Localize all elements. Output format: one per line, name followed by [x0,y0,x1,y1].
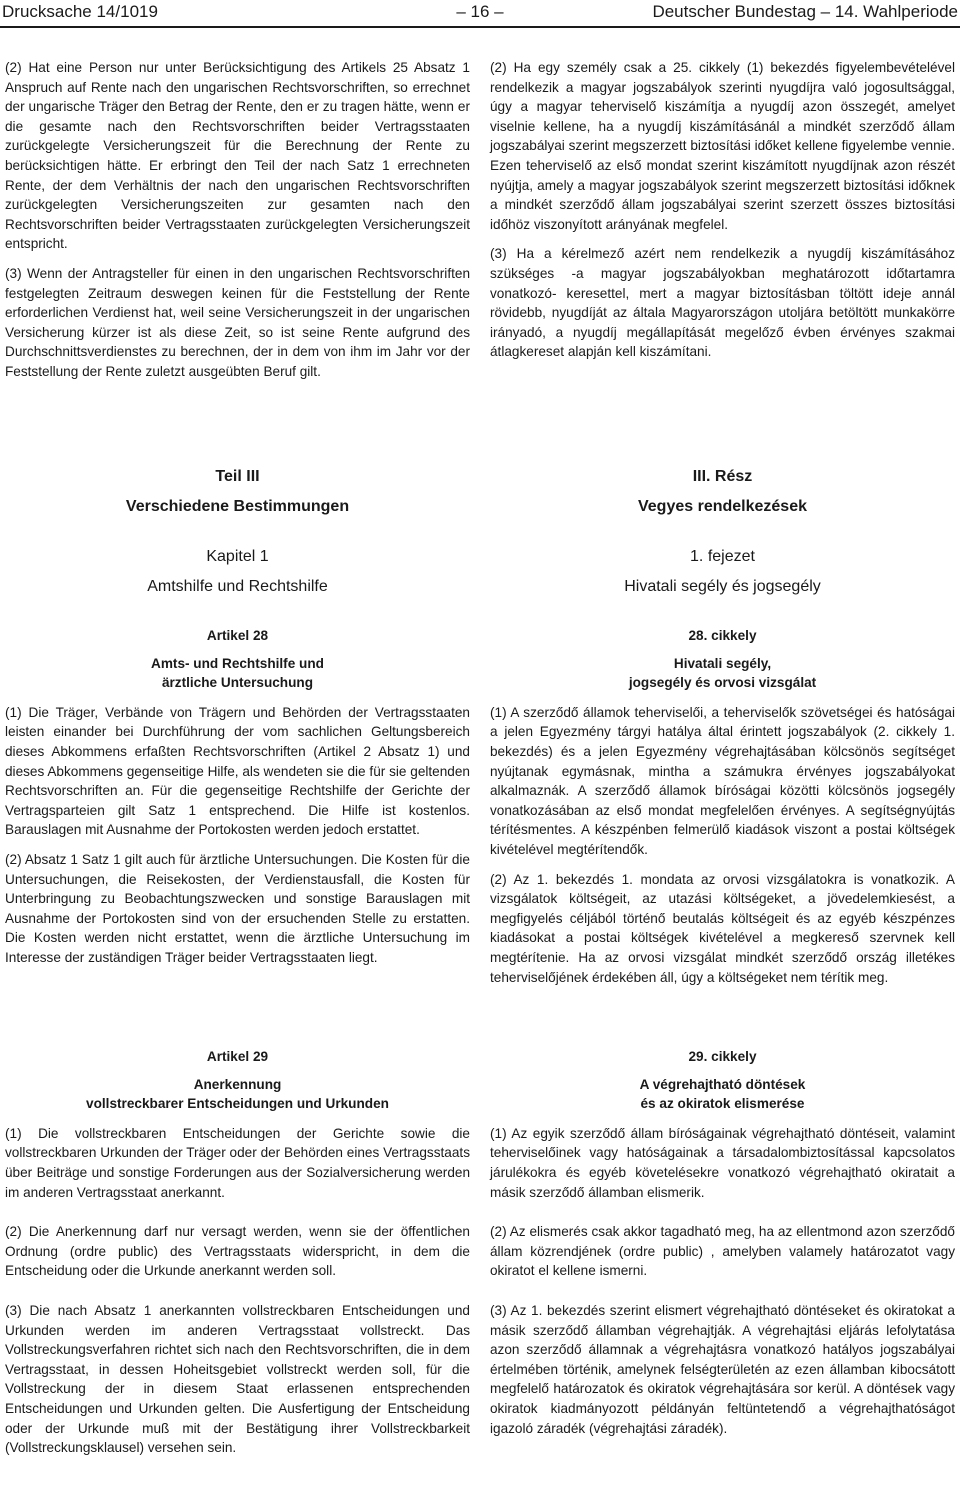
header-document-number: Drucksache 14/1019 [2,2,158,21]
paragraph-hu-29-3: (3) Az 1. bekezdés szerint elismert végrehajtható döntéseket és okiratokat a másik szerződő államban végrehajtják. A végrehajtási eljárás lefolytatása azon szerződő államnak a végrehajtásra vonatkozó hatályos jogszabályai értelmében történik, amelynek felségterületén az ezen államban kibocsátott megfelelő határozatok és okiratok végrehajtására sor kerül. A döntések vagy okiratok kiadmányozott példányán feltüntetendő a végrehajthatóságot igazoló záradék (végrehajtási záradék). [490,1302,955,1436]
header-publisher: Deutscher Bundestag – 14. Wahlperiode [652,2,958,21]
right-column-top [490,58,955,362]
article-28-title-line-2: ärztliche Untersuchung [161,675,314,691]
left-column-bottom [5,1047,470,1458]
paragraph-hu-29-1: (1) Az egyik szerződő állam bíróságainak végrehajtható döntéseit, valamint teherviselőinek vagy hatóságainak a társadalombiztosítással kapcsolatos járulékokra és egyéb követelésekre vonatkozó végrehajtható okiratait a másik szerződő államban elismerik. [490,1125,955,1200]
right-column-bottom [490,1047,955,1438]
paragraph-de-28-2: (2) Absatz 1 Satz 1 gilt auch für ärztliche Untersuchungen. Die Kosten für die Untersuchungen, die Reisekosten, der Verdienstausfall, die Kosten für Unterbringung zu Beobachtungszwecken und sonstige Barauslagen mit Ausnahme der Portokosten sind von der ersuchenden Stelle zu erstatten. Die Kosten werden nicht erstattet, wenn die ärztliche Untersuchung im Interesse der zuständigen Träger beider Vertragsstaaten liegt. [5,851,470,965]
article-28-number: Artikel 28 [206,628,269,643]
article-29-title-line-1: A végrehajtható döntések [639,1076,806,1092]
left-column-top [5,58,470,382]
header-rule [0,26,960,28]
article-29-title-line-2: vollstreckbarer Entscheidungen und Urkunden [86,1096,389,1112]
chapter-title: Amtshilfe und Rechtshilfe [147,578,328,595]
article-29-number: 29. cikkely [688,1049,757,1064]
chapter-title: Hivatali segély és jogsegély [624,578,821,595]
part-title: Vegyes rendelkezések [637,498,807,515]
part-title: Verschiedene Bestimmungen [125,498,350,515]
paragraph-hu-28-2: (2) Az 1. bekezdés 1. mondata az orvosi vizsgálatokra is vonatkozik. A vizsgálatok költségeit, az utazási költségeket, a jövedelemkiesést, a megfigyelés céljából történő beutalás költségeit és az egyéb készpénzes kiadásokat a postai költségek kivételével a megkereső szervnek kell megtérítenie. Ha az orvosi vizsgálat mindkét szerződő ország illetékes teherviselőjének érdekében áll, úgy a költségeket nem térítik meg. [490,871,955,985]
paragraph-de-25-3: (3) Wenn der Antragsteller für einen in den ungarischen Rechtsvorschriften festgelegten Zeitraum deswegen keinen für die Feststellung der Rente erforderlichen Verdienst hat, weil seine Versicherungszeit in der ungarischen Versicherung kürzer ist als diese Zeit, so ist seine Rente aufgrund des Durchschnittsverdienstes zu berechnen, der in dem von ihm im Jahr vor der Feststellung der Rente zuletzt ausgeübten Beruf gilt. [5,265,470,379]
article-29-title-line-1: Anerkennung [193,1076,282,1092]
paragraph-hu-28-1: (1) A szerződő államok teherviselői, a teherviselők szövetségei és hatóságai a jelen Egyezmény tárgyi hatálya által érintett jogszabályok (2. cikkely 1. bekezdés) és a jelen Egyezmény végrehajtásában kölcsönös segítséget nyújtanak egymásnak, mintha a számukra érvényes jogszabályokat alkalmaznák. A szerződő államok bíróságai közötti kölcsönös jogsegély vonatkozásában az első mondat megfelelően érvényes. A segítségnyújtás térítésmentes. A készpénben felmerülő kiadások viszont a postai költségek kivételével megtérítendők. [490,704,955,857]
paragraph-hu-29-2: (2) Az elismerés csak akkor tagadható meg, ha az ellentmond azon szerződő állam közrendjének (ordre public) , amelyben valamely határozatot vagy okiratot el kellene ismerni. [490,1224,955,1279]
article-28-title-line-1: Amts- und Rechtshilfe und [151,655,324,671]
paragraph-de-29-2: (2) Die Anerkennung darf nur versagt werden, wenn sie der öffentlichen Ordnung (ordre public) des Vertragsstaats widerspricht, in dem die Entscheidung oder die Urkunde anerkannt werden soll. [5,1224,470,1279]
paragraph-hu-25-3: (3) Ha a kérelmező azért nem rendelkezik a nyugdíj kiszámításához szükséges -a magyar jogszabályokban meghatározott időtartamra vonatkozó- keresettel, mert a magyar biztosításban töltött ideje annál rövidebb, nyugdíját az általa Magyarországon utoljára betöltött munkakörre irányadó, a nyugdíj megállapítását megelőző évben érvényes szakmai átlagkereset alapján kell kiszámítani. [490,246,955,360]
page-header [0,0,960,26]
article-29-title-line-2: és az okiratok elismerése [640,1096,805,1112]
paragraph-hu-25-2: (2) Ha egy személy csak a 25. cikkely (1) bekezdés figyelembevételével rendelkezik a magyar jogszabályok szerinti nyugdíjra való jogosultsággal, úgy a magyar teherviselő kiszámítja a nyugdíj azon összegét, amelyet viselnie kellene, ha a nyugdíj kiszámításánál a mindkét szerződő állam jogszabályai szerint megszerzett biztosítási időket kellene figyelembe vennie. Ezen teherviselő az első mondat szerint kiszámított nyugdíjnak azon részét nyújtja, amely a magyar jogszabályok szerint megszerzett biztosítási időknek a mindkét szerződő állam jogszabályai szerint szerzett összes biztosítási időhöz viszonyított arányának megfelel. [490,60,955,232]
paragraph-de-29-1: (1) Die vollstreckbaren Entscheidungen der Gerichte sowie die vollstreckbaren Urkunden der Träger oder der Behörden eines Vertragsstaats über Beiträge und sonstige Forderungen aus der Sozialversicherung werden im anderen Vertragsstaat anerkannt. [5,1125,470,1200]
article-29-number: Artikel 29 [206,1049,269,1064]
paragraph-de-28-1: (1) Die Träger, Verbände von Trägern und Behörden der Vertragsstaaten leisten einander bei Durchführung der vom sachlichen Geltungsbereich dieses Abkommens erfaßten Rechtsvorschriften (Artikel 2 Absatz 1) und dieses Abkommens gegenseitige Hilfe, als wendeten sie die für sie geltenden Rechtsvorschriften an. Für die gegenseitige Rechtshilfe der Gerichte der Vertragsparteien gilt Satz 1 entsprechend. Die Hilfe ist kostenlos. Barauslagen mit Ausnahme der Portokosten werden jedoch erstattet. [5,704,470,838]
article-28-number: 28. cikkely [688,628,757,643]
paragraph-de-29-3: (3) Die nach Absatz 1 anerkannten vollstreckbaren Entscheidungen und Urkunden werden im anderen Vertragsstaat vollstreckt. Das Vollstreckungsverfahren richtet sich nach den Rechtsvorschriften, die in dem Vertragsstaat, in dessen Hoheitsgebiet vollstreckt werden soll, für die Vollstreckung der in diesem Staat erlassenen entsprechenden Entscheidungen und Urkunden gelten. Die Ausfertigung der Entscheidung oder der Urkunde muß mit der Bestätigung ihrer Vollstreckbarkeit (Vollstreckungsklausel) versehen sein. [5,1302,470,1456]
left-column-middle [5,462,470,968]
part-heading: III. Rész [692,468,753,485]
chapter-heading: 1. fejezet [690,548,755,565]
article-28-title-line-1: Hivatali segély, [673,655,772,671]
paragraph-de-25-2: (2) Hat eine Person nur unter Berücksichtigung des Artikels 25 Absatz 1 Anspruch auf Rente nach den ungarischen Rechtsvorschriften, so errechnet der ungarische Träger den Betrag der Rente, den er zu tragen hätte, wenn er die gesamte nach den Rechtsvorschriften beider Vertragsstaaten zurückgelegte Versicherungszeit für die Berechnung der Rente zu berücksichtigen hätte. Er erbringt den Teil der nach Satz 1 errechneten Rente, der dem Verhältnis der nach den ungarischen Rechtsvorschriften zurückgelegten Versicherungszeiten zur gesamten nach den Rechtsvorschriften beider Vertragsstaaten zurückgelegten Versicherungszeit entspricht. [5,60,470,252]
right-column-middle [490,462,955,987]
article-28-title-line-2: jogsegély és orvosi vizsgálat [628,675,817,691]
header-page-number: – 16 – [456,2,504,21]
chapter-heading: Kapitel 1 [206,548,269,565]
part-heading: Teil III [215,468,260,485]
